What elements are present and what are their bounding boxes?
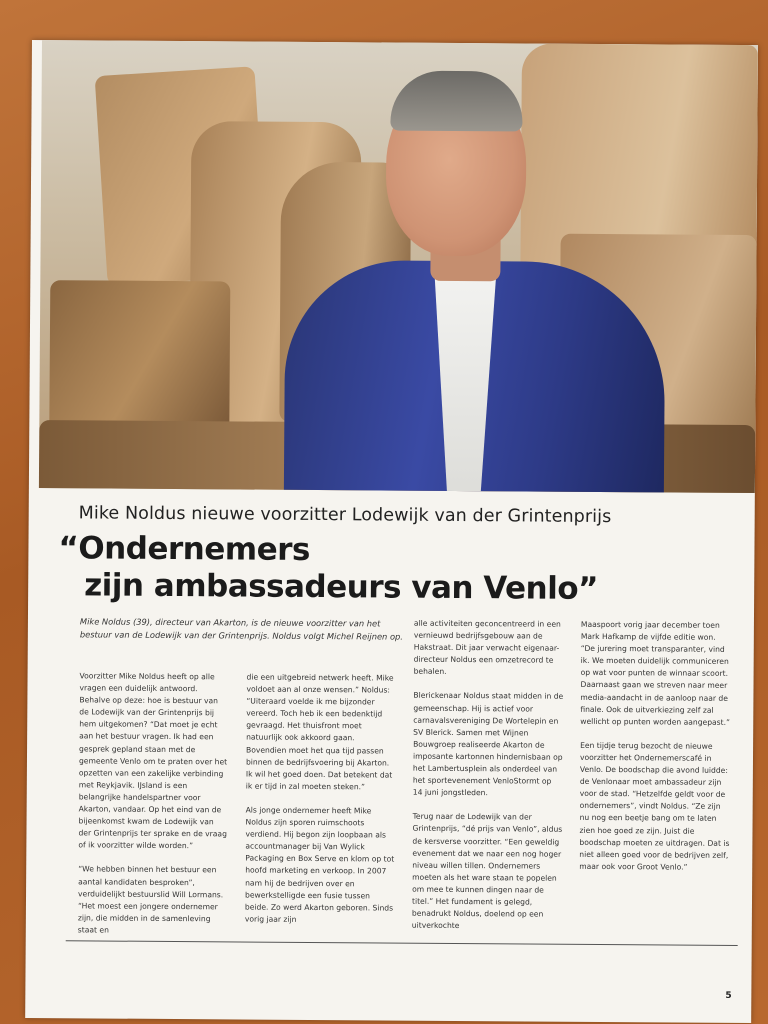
portrait-photo [39,40,758,493]
article-headline [58,530,739,609]
man-in-blue-jacket [284,60,667,493]
paragraph: alle activiteiten geconcentreerd in een vernieuwd bedrijfsgebouw aan de Hakstraat. Dit jaar verwacht eigenaar-directeur Noldus een omzetrecord te behalen. [413,618,561,677]
paragraph: “We hebben binnen het bestuur een aantal kandidaten besproken”, verduidelijkt bestuurslid Will Lormans. “Het moest een jongere ondernemer zijn, die midden in de samenleving staat en [77,864,224,935]
paragraph: Een tijdje terug bezocht de nieuwe voorzitter het Ondernemerscafé in Venlo. De boodschap die avond luidde: de Venlonaar moet ambassadeur zijn voor de stad. “Hetzelfde geldt voor de ondernemers”, vindt Noldus. “Ze zijn nu nog een beetje bang om te laten zien hoe goed ze zijn. Juist die boodschap moeten ze uitdragen. Dat is niet alleen goed voor de bedrijven zelf, maar ook voor Groot Venlo.” [579,740,730,872]
paragraph: die een uitgebreid netwerk heeft. Mike voldoet aan al onze wensen.” Noldus: “Uiteraard voelde ik me bijzonder vereerd. Toch heb ik een bedenktijd gevraagd. Het thuisfront moet natuurlijk ook akkoord gaan. Bovendien moet het qua tijd passen binnen de bedrijfsvoering bij Akarton. Ik wil het goed doen. Dat betekent dat ik er tijd in zal moeten steken.” [245,672,394,792]
article-subtitle: Mike Noldus nieuwe voorzitter Lodewijk van der Grintenprijs [78,503,612,528]
headline-line-2: zijn ambassadeurs van Venlo” [84,567,599,607]
page-number: 5 [725,990,732,1001]
paragraph: Terug naar de Lodewijk van der Grintenprijs, “dé prijs van Venlo”, aldus de kersverse voorzitter. “Een geweldig evenement dat we naar een nog hoger niveau willen tillen. Ondernemers moeten als het ware staan te popelen om mee te kunnen dingen naar de titel.” Het fundament is gelegd, benadrukt Noldus, doelend op een uitverkochte [411,811,563,931]
text-column-2 [245,672,397,939]
paragraph: Blerickenaar Noldus staat midden in de gemeenschap. Hij is actief voor carnavalsvereniging De Wortelepin en SV Blerick. Samen met Wijnen Bouwgroep realiseerde Akarton de imposante kartonnen hindernisbaan op het Lambertusplein als onderdeel van het sportevenement VenloStormt op 14 juni jongstleden. [412,691,564,798]
paragraph: Als jonge ondernemer heeft Mike Noldus zijn sporen ruimschoots verdiend. Hij begon zijn loopbaan als accountmanager bij Van Wylick Packaging en Box Serve en klom op tot hoofd marketing en verkoop. In 2007 nam hij de bedrijven over en bewerkstelligde een fusie tussen beide. Zo werd Akarton geboren. Sinds vorig jaar zijn [244,805,395,924]
text-column-3 [412,618,564,945]
text-column-4 [579,619,731,886]
magazine-page [25,40,758,1023]
hair [390,71,522,132]
paragraph: Voorzitter Mike Noldus heeft op alle vragen een duidelijk antwoord. Behalve op deze: hoe is bestuur van de Lodewijk van der Grintenprijs bij hem uitgekomen? “Dat moet je echt aan het bestuur vragen. Ik had een gesprek gepland staan met de gemeente Venlo om te praten over het opzetten van een zakelijke verbinding met Reykjavik. IJsland is een belangrijke handelspartner voor Akarton, vandaar. Op het eind van de bijeenkomst kwam de Lodewijk van der Grintenprijs ter sprake en de vraag of ik voorzitter wilde worden.” [78,671,228,851]
headline-line-1: “Ondernemers [58,530,311,568]
paragraph: Maaspoort vorig jaar december toen Mark Hafkamp de vijfde editie won. “De jurering moet transparanter, vind ik. We moeten duidelijk communiceren op wat voor punten de winnaar scoort. Daarnaast gaan we streven naar meer media-aandacht in de aanloop naar de finale. Ook de uitverkiezing zelf zal wellicht op punten worden aangepast.” [580,619,731,727]
article-intro: Mike Noldus (39), directeur van Akarton, is de nieuwe voorzitter van het bestuur van de Lodewijk van der Grintenprijs. Noldus volgt Michel Reijnen op. [79,616,403,642]
text-column-1 [78,670,230,949]
